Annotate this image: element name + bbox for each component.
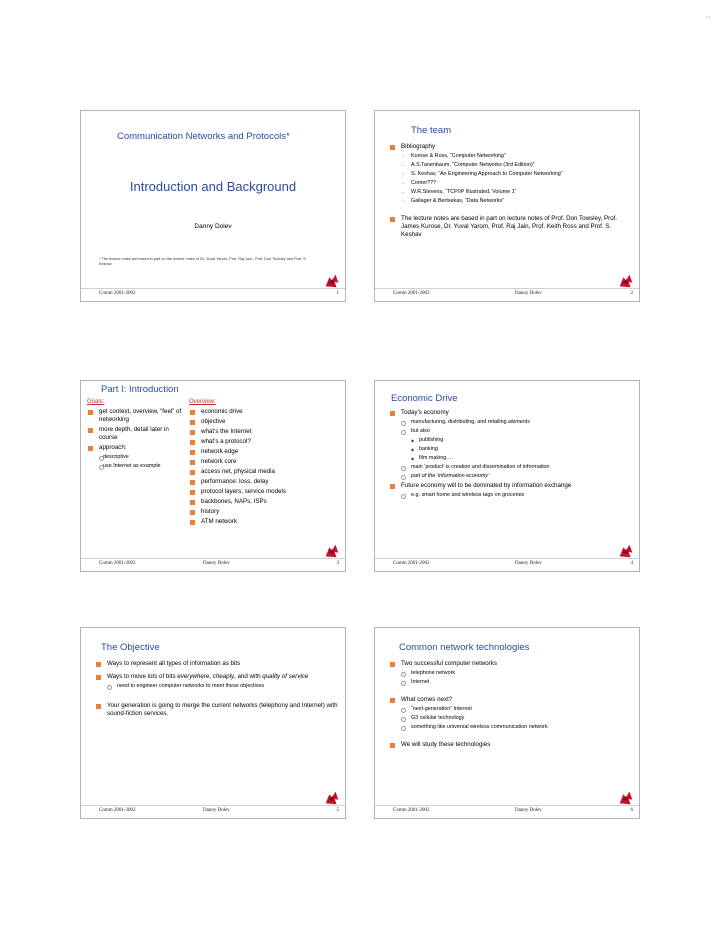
list-item: objective (189, 418, 309, 426)
slide-1 (80, 110, 346, 302)
list-item: → S. Keshav, “An Engineering Approach to Computer Networking” (389, 171, 629, 178)
list-item: Ways to represent all types of information as bits (95, 660, 340, 668)
list-item: use Internet as example (87, 463, 187, 470)
slide-5 (80, 627, 346, 819)
slide-footer (81, 288, 345, 301)
slide-2 (374, 110, 640, 302)
slide-footer (375, 288, 639, 301)
list-item: something like universal wireless communication network (389, 724, 634, 731)
footer-author: Danny Dolev (515, 561, 542, 566)
list-item: but also (389, 428, 634, 435)
bullet-list (389, 407, 634, 499)
list-item: what’s a protocol? (189, 438, 309, 446)
slide-4 (374, 380, 640, 572)
list-item: approach: (87, 444, 187, 452)
list-item: ATM network (189, 518, 309, 526)
list-item: manufacturing, distributing, and retailing elements (389, 419, 634, 426)
list-item: telephone network (389, 670, 634, 677)
list-item: “next-generation” Internet (389, 706, 634, 713)
list-item: Your generation is going to merge the current networks (telephony and Internet) with sound-fiction services. (95, 702, 340, 718)
list-item: protocol layers, service models (189, 488, 309, 496)
footer-author: Danny Dolev (203, 808, 230, 813)
footer-course: Comm 2001-2002 (99, 291, 136, 296)
slide-number: 3 (336, 561, 339, 566)
list-item: → Comer??? (389, 180, 629, 187)
slide-3 (80, 380, 346, 572)
slide-title: Part I: Introduction (101, 384, 179, 395)
list-item: performance: loss, delay (189, 478, 309, 486)
author-name: Danny Dolev (194, 223, 232, 230)
list-item: need to engineer computer networks to meet these objectives (95, 683, 340, 690)
list-item: history (189, 508, 309, 516)
bullet-list (389, 658, 634, 749)
bullet-list (95, 658, 340, 718)
list-item: ◆ banking (389, 446, 634, 453)
goals-list (87, 408, 187, 470)
footer-author: Danny Dolev (203, 561, 230, 566)
goals-column (87, 399, 187, 470)
list-item: The lecture notes are based in part on lecture notes of Prof. Don Towsley, Prof. James Kurose, Dr. Yuval Yarom, Prof. Raj Jain, Prof. Keith Ross and Prof. S. Keshav (389, 215, 629, 239)
list-item: network edge (189, 448, 309, 456)
slide-footer (375, 805, 639, 818)
list-item: What comes next? (389, 696, 634, 704)
footer-author: Danny Dolev (515, 808, 542, 813)
footer-author: Danny Dolev (515, 291, 542, 296)
list-item: Future economy will to be dominated by information exchange (389, 482, 634, 490)
list-item: part of the ‘information economy’ (389, 473, 634, 480)
goals-heading: Goals: (87, 399, 105, 405)
slide-footer (375, 558, 639, 571)
slide-number: 4 (630, 561, 633, 566)
slide-number: 2 (630, 291, 633, 296)
list-item: → Kurose & Ross, “Computer Networking” (389, 153, 629, 160)
slide-number: 5 (336, 808, 339, 813)
slide-title: The Objective (101, 642, 160, 653)
list-item: main ‘product’ is creation and dissemination of information (389, 464, 634, 471)
footer-course: Comm 2001-2002 (393, 808, 430, 813)
list-item: get context, overview, “feel” of networking (87, 408, 187, 424)
list-item: more depth, detail later in course (87, 426, 187, 442)
slide-footer (81, 558, 345, 571)
list-item: Ways to move lots of bits everywhere, cheaply, and with quality of service (95, 673, 340, 681)
footer-course: Comm 2001-2002 (393, 561, 430, 566)
footer-course: Comm 2001-2002 (99, 561, 136, 566)
bullet-list (389, 141, 629, 239)
slide-title: Communication Networks and Protocols* (117, 131, 290, 142)
list-item: backbones, NAPs, ISPs (189, 498, 309, 506)
footer-course: Comm 2001-2002 (99, 808, 136, 813)
footnote: * The lecture notes are based in part on the lecture notes of Dr. Yuval Yarom, Prof. Raj Jain,, Prof. Don Towsley and Prof. S. Keshav (99, 257, 307, 266)
list-item: → Gallager & Bertsekas, “Data Networks” (389, 198, 629, 205)
footer-course: Comm 2001-2002 (393, 291, 430, 296)
list-item: Internet (389, 679, 634, 686)
list-item: ◆ film making…. (389, 455, 634, 462)
slide-title: Economic Drive (391, 393, 458, 404)
list-item: Today’s economy (389, 409, 634, 417)
list-item: Bibliography (389, 143, 629, 151)
list-item: → W.R.Stevens, “TCP/IP Illustrated, Volume 1” (389, 189, 629, 196)
slide-number: 6 (630, 808, 633, 813)
list-item: descriptive (87, 454, 187, 461)
list-item: ◆ publishing (389, 437, 634, 444)
overview-heading: Overview: (189, 399, 216, 405)
slide-title: The team (411, 125, 452, 136)
overview-column (189, 399, 309, 526)
list-item: e.g. smart home and wireless tags on groceries (389, 492, 634, 499)
page-number: ₋₁ (705, 14, 710, 20)
list-item: Two successful computer networks (389, 660, 634, 668)
list-item: access net, physical media (189, 468, 309, 476)
slide-6 (374, 627, 640, 819)
list-item: economic drive (189, 408, 309, 416)
slide-number: 1 (336, 291, 339, 296)
list-item: what’s the Internet (189, 428, 309, 436)
slide-footer (81, 805, 345, 818)
list-item: → A.S.Tanenbaum, “Computer Networks (3rd Edition)” (389, 162, 629, 169)
overview-list (189, 408, 309, 526)
list-item: G3 cellular technology (389, 715, 634, 722)
list-item: network core (189, 458, 309, 466)
slide-heading: Introduction and Background (129, 179, 297, 194)
slide-title: Common network technologies (399, 642, 530, 653)
list-item: We will study these technologies (389, 741, 634, 749)
